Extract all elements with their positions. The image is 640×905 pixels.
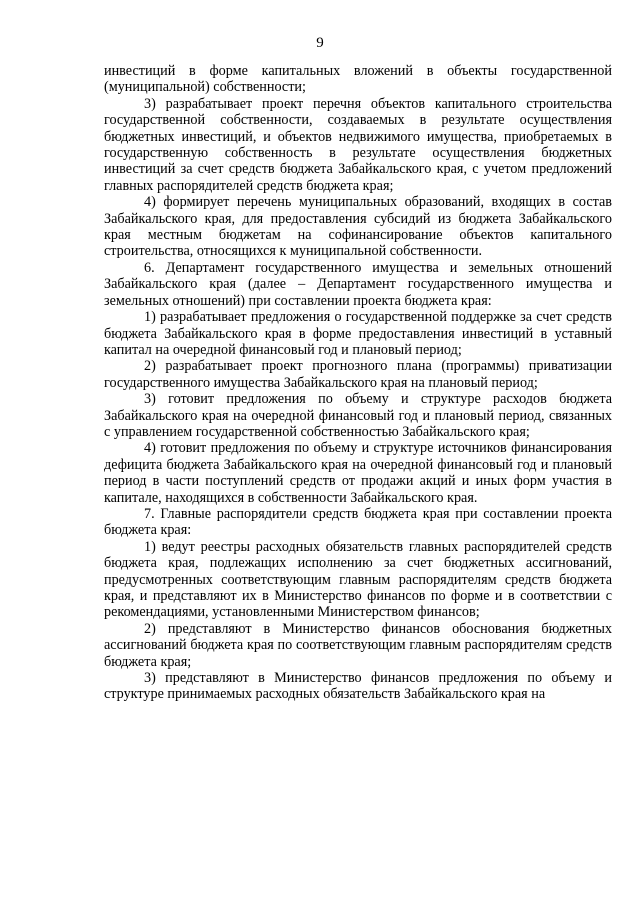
- paragraph: 6. Департамент государственного имущества и земельных отношений Забайкальского края (далее – Департамент государственного имущества и земельных отношений) при составлении проекта бюджета края:: [104, 259, 612, 309]
- paragraph: инвестиций в форме капитальных вложений в объекты государственной (муниципальной) собственности;: [104, 63, 612, 96]
- paragraph: 3) разрабатывает проект перечня объектов капитального строительства государственной собственности, создаваемых в результате осуществления бюджетных инвестиций, и объектов недвижимого имущества, приобретаемых в государственную собственность в результате осуществления бюджетных инвестиций за счет средств бюджета Забайкальского края, с учетом предложений главных распорядителей средств бюджета края;: [104, 95, 612, 194]
- paragraph: 3) представляют в Министерство финансов предложения по объему и структуре принимаемых расходных обязательств Забайкальского края на: [104, 670, 612, 703]
- document-body: [104, 63, 612, 703]
- paragraph: 4) готовит предложения по объему и структуре источников финансирования дефицита бюджета Забайкальского края на очередной финансовый год и плановый период в части поступлений средств от продажи акций и иных форм участия в капитале, находящихся в собственности Забайкальского края.: [104, 440, 612, 506]
- paragraph: 3) готовит предложения по объему и структуре расходов бюджета Забайкальского края на очередной финансовый год и плановый период, связанных с управлением государственной собственностью Забайкальского края;: [104, 391, 612, 440]
- paragraph: 2) разрабатывает проект прогнозного плана (программы) приватизации государственного имущества Забайкальского края на плановый период;: [104, 358, 612, 391]
- paragraph: 2) представляют в Министерство финансов обоснования бюджетных ассигнований бюджета края по соответствующим главным распорядителям средств бюджета края;: [104, 620, 612, 670]
- page-number: 9: [316, 35, 324, 51]
- paragraph: 7. Главные распорядители средств бюджета края при составлении проекта бюджета края:: [104, 505, 612, 539]
- paragraph: 4) формирует перечень муниципальных образований, входящих в состав Забайкальского края, для предоставления субсидий из бюджета Забайкальского края местным бюджетам на софинансирование объектов капитального строительства, относящихся к муниципальной собственности.: [104, 194, 612, 260]
- paragraph: 1) разрабатывает предложения о государственной поддержке за счет средств бюджета Забайкальского края в форме предоставления инвестиций в уставный капитал на очередной финансовый год и плановый период;: [104, 309, 612, 358]
- paragraph: 1) ведут реестры расходных обязательств главных распорядителей средств бюджета края, подлежащих исполнению за счет бюджетных ассигнований, предусмотренных соответствующим главным распорядителям средств бюджета края, и представляют их в Министерство финансов по форме и в соответствии с рекомендациями, установленными Министерством финансов;: [104, 538, 612, 621]
